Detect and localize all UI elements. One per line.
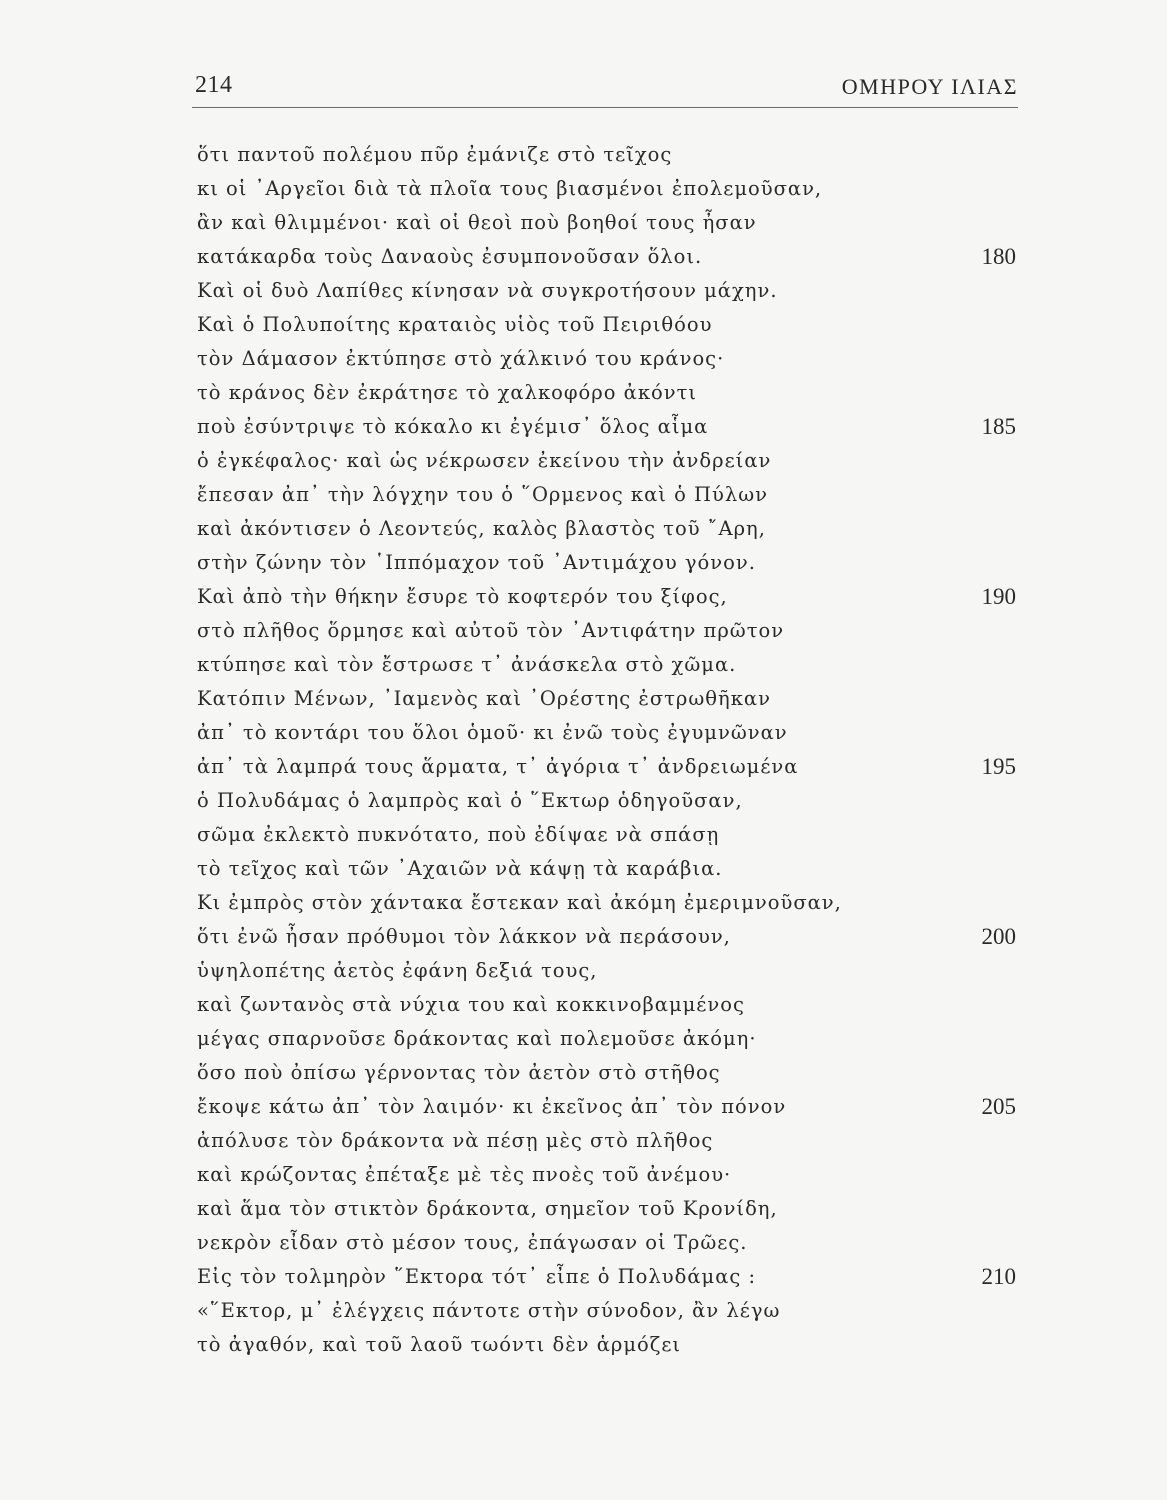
verse-line: [197, 546, 1023, 580]
verse-text: ἀπ᾿ τὰ λαμπρά τους ἅρματα, τ᾿ ἀγόρια τ᾿ ἀνδρειωμένα: [197, 755, 799, 778]
verse-line: [197, 852, 1023, 886]
verse-text: στὸ πλῆθος ὅρμησε καὶ αὐτοῦ τὸν ᾿Αντιφάτην πρῶτον: [197, 619, 785, 642]
verse-line-number: 185: [981, 414, 1016, 439]
verse-line: [197, 1328, 1023, 1362]
verse-text: Κι ἐμπρὸς στὸν χάντακα ἔστεκαν καὶ ἀκόμη ἐμεριμνοῦσαν,: [197, 891, 842, 914]
verse-line: [197, 988, 1023, 1022]
verse-line: [197, 308, 1023, 342]
verse-line: [197, 1192, 1023, 1226]
verse-text: ὅτι παντοῦ πολέμου πῦρ ἐμάνιζε στὸ τεῖχος: [197, 143, 673, 166]
verse-text: τὸ κράνος δὲν ἐκράτησε τὸ χαλκοφόρο ἀκόντι: [197, 381, 698, 404]
verse-text: στὴν ζώνην τὸν ῾Ιππόμαχον τοῦ ᾿Αντιμάχου γόνον.: [197, 551, 756, 574]
verse-text: ὅσο ποὺ ὀπίσω γέρνοντας τὸν ἀετὸν στὸ στῆθος: [197, 1061, 721, 1084]
verse-text: καὶ ἀκόντισεν ὁ Λεοντεύς, καλὸς βλαστὸς τοῦ ῎Αρη,: [197, 517, 766, 540]
verse-text: τὸ ἀγαθόν, καὶ τοῦ λαοῦ τωόντι δὲν ἁρμόζει: [197, 1333, 682, 1356]
verse-line-number: 205: [981, 1094, 1016, 1119]
verse-line: [197, 750, 1023, 784]
verse-text: μέγας σπαρνοῦσε δράκοντας καὶ πολεμοῦσε ἀκόμη·: [197, 1027, 757, 1050]
verse-text: τὸν Δάμασον ἐκτύπησε στὸ χάλκινό του κράνος·: [197, 347, 725, 370]
verse-line: [197, 1056, 1023, 1090]
verse-line-number: 195: [981, 754, 1016, 779]
verse-text: κι οἱ ᾿Αργεῖοι διὰ τὰ πλοῖα τους βιασμένοι ἐπολεμοῦσαν,: [197, 177, 823, 200]
verse-text: ἔκοψε κάτω ἀπ᾿ τὸν λαιμόν· κι ἐκεῖνος ἀπ᾿ τὸν πόνον: [197, 1095, 787, 1118]
verse-line: [197, 1260, 1023, 1294]
verse-line: [197, 512, 1023, 546]
verse-text: καὶ ζωντανὸς στὰ νύχια του καὶ κοκκινοβαμμένος: [197, 993, 745, 1016]
verse-line: [197, 784, 1023, 818]
verse-text: Καὶ ὁ Πολυποίτης κραταιὸς υἱὸς τοῦ Πειριθόου: [197, 313, 713, 336]
verse-text: σῶμα ἐκλεκτὸ πυκνότατο, ποὺ ἐδίψαε νὰ σπάσῃ: [197, 823, 720, 846]
verse-line: [197, 648, 1023, 682]
verse-line: [197, 240, 1023, 274]
verse-text: ποὺ ἐσύντριψε τὸ κόκαλο κι ἐγέμισ᾿ ὅλος αἷμα: [197, 415, 709, 438]
verse-line: [197, 410, 1023, 444]
verse-line: [197, 682, 1023, 716]
verse-text: καὶ κρώζοντας ἐπέταξε μὲ τὲς πνοὲς τοῦ ἀνέμου·: [197, 1163, 732, 1186]
verse-line: [197, 1124, 1023, 1158]
verse-text: Κατόπιν Μένων, ᾿Ιαμενὸς καὶ ᾿Ορέστης ἐστρωθῆκαν: [197, 687, 771, 710]
verse-text: ἂν καὶ θλιμμένοι· καὶ οἱ θεοὶ ποὺ βοηθοί τους ἦσαν: [197, 211, 757, 234]
verse-text: «῞Εκτορ, μ᾿ ἐλέγχεις πάντοτε στὴν σύνοδον, ἂν λέγω: [197, 1299, 781, 1322]
verse-line: [197, 376, 1023, 410]
verse-line-number: 210: [981, 1264, 1016, 1289]
verse-text: κατάκαρδα τοὺς Δαναοὺς ἐσυμπονοῦσαν ὅλοι.: [197, 245, 703, 268]
header-rule: [192, 107, 1018, 108]
verse-line: [197, 274, 1023, 308]
verse-line: [197, 1294, 1023, 1328]
verse-line: [197, 172, 1023, 206]
verse-text: ὅτι ἐνῶ ἦσαν πρόθυμοι τὸν λάκκον νὰ περάσουν,: [197, 925, 731, 948]
verse-line: [197, 138, 1023, 172]
verse-line: [197, 1090, 1023, 1124]
verse-text: κτύπησε καὶ τὸν ἔστρωσε τ᾿ ἀνάσκελα στὸ χῶμα.: [197, 653, 737, 676]
verse-line: [197, 1158, 1023, 1192]
page-number: 214: [195, 72, 233, 98]
verse-line: [197, 444, 1023, 478]
verse-line: [197, 716, 1023, 750]
verse-line: [197, 818, 1023, 852]
verse-line: [197, 614, 1023, 648]
verse-text: καὶ ἅμα τὸν στικτὸν δράκοντα, σημεῖον τοῦ Κρονίδη,: [197, 1197, 778, 1220]
poem-text-block: [197, 138, 1023, 1362]
verse-text: Εἰς τὸν τολμηρὸν ῞Εκτορα τότ᾿ εἶπε ὁ Πολυδάμας :: [197, 1265, 757, 1288]
verse-text: τὸ τεῖχος καὶ τῶν ᾿Αχαιῶν νὰ κάψῃ τὰ καράβια.: [197, 857, 723, 880]
verse-line-number: 190: [981, 584, 1016, 609]
verse-line: [197, 1022, 1023, 1056]
verse-text: ἀπ᾿ τὸ κοντάρι του ὅλοι ὁμοῦ· κι ἐνῶ τοὺς ἐγυμνῶναν: [197, 721, 788, 744]
verse-text: ἀπόλυσε τὸν δράκοντα νὰ πέσῃ μὲς στὸ πλῆθος: [197, 1129, 714, 1152]
verse-line-number: 180: [981, 244, 1016, 269]
verse-line: [197, 206, 1023, 240]
verse-line: [197, 886, 1023, 920]
verse-text: ὁ ἐγκέφαλος· καὶ ὡς νέκρωσεν ἐκείνου τὴν ἀνδρείαν: [197, 449, 772, 472]
verse-line: [197, 1226, 1023, 1260]
verse-line: [197, 954, 1023, 988]
verse-text: νεκρὸν εἶδαν στὸ μέσον τους, ἐπάγωσαν οἱ Τρῶες.: [197, 1231, 748, 1254]
running-title: ΟΜΗΡΟΥ ΙΛΙΑΣ: [841, 74, 1018, 99]
page-header: [192, 66, 1018, 110]
verse-line: [197, 920, 1023, 954]
verse-line: [197, 478, 1023, 512]
verse-line-number: 200: [981, 924, 1016, 949]
verse-line: [197, 342, 1023, 376]
verse-text: Καὶ ἀπὸ τὴν θήκην ἔσυρε τὸ κοφτερόν του ξίφος,: [197, 585, 728, 608]
verse-text: ὑψηλοπέτης ἀετὸς ἐφάνη δεξιά τους,: [197, 959, 598, 982]
verse-text: Καὶ οἱ δυὸ Λαπίθες κίνησαν νὰ συγκροτήσουν μάχην.: [197, 279, 778, 302]
verse-text: ἔπεσαν ἀπ᾿ τὴν λόγχην του ὁ ῞Ορμενος καὶ ὁ Πύλων: [197, 483, 768, 506]
verse-text: ὁ Πολυδάμας ὁ λαμπρὸς καὶ ὁ ῞Εκτωρ ὁδηγοῦσαν,: [197, 789, 743, 812]
verse-line: [197, 580, 1023, 614]
